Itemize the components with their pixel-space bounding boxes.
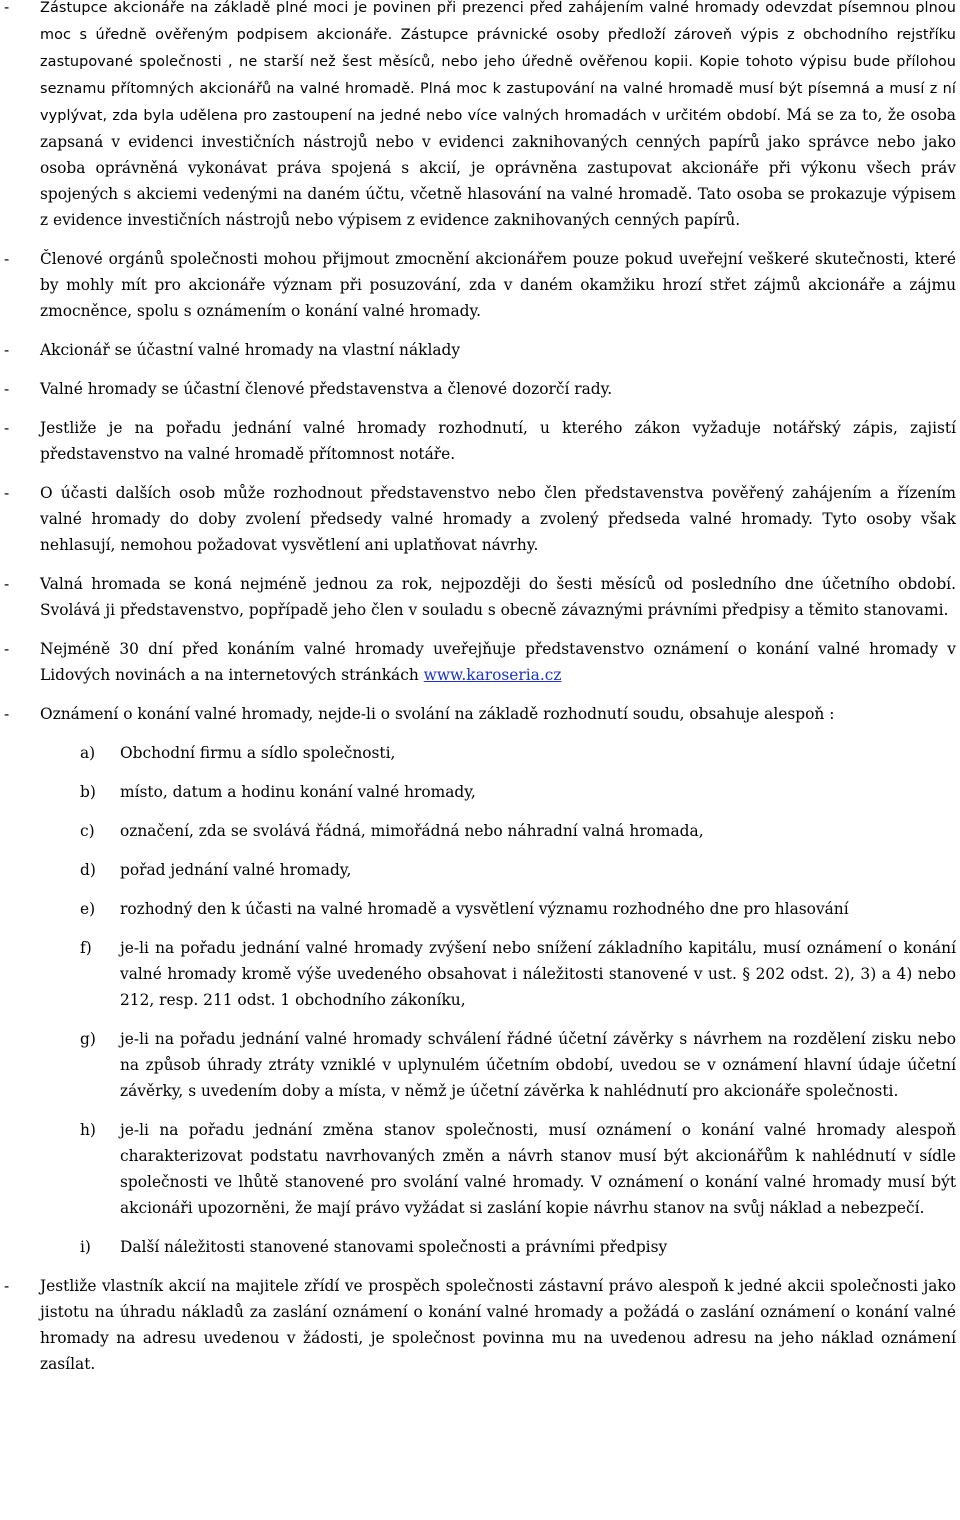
paragraph-publication [0, 636, 960, 688]
bullet-dash: - [4, 1277, 10, 1295]
list-item-label: c) [80, 822, 95, 840]
website-link[interactable]: www.karoseria.cz [423, 666, 562, 684]
paragraph-notice-contents [0, 701, 960, 727]
list-item-text: je-li na pořadu jednání změna stanov společnosti, musí oznámení o konání valné hromady alespoň charakterizovat podstatu navrhovaných změn a návrh stanov musí být akcionářům k nahlédnutí v sídle společnosti ve lhůtě stanovené pro svolání valné hromady. V oznámení o konání valné hromady musí být akcionáři upozorněni, že mají právo vyžádat si zaslání kopie návrhu stanov na svůj náklad a nebezpečí. [120, 1121, 956, 1217]
list-item-text: označení, zda se svolává řádná, mimořádná nebo náhradní valná hromada, [120, 822, 704, 840]
list-item-text: je-li na pořadu jednání valné hromady schválení řádné účetní závěrky s návrhem na rozdělení zisku nebo na způsob úhrady ztráty vzniklé v uplynulém účetním období, uvedou se v oznámení hlavní údaje účetní závěrky, s uvedením doby a místa, v němž je účetní závěrka k nahlédnutí pro akcionáře společnosti. [120, 1030, 956, 1100]
list-item [0, 1117, 960, 1221]
list-item-text: rozhodný den k účasti na valné hromadě a vysvětlení významu rozhodného dne pro hlasování [120, 900, 849, 918]
paragraph-text: Oznámení o konání valné hromady, nejde-li o svolání na základě rozhodnutí soudu, obsahuje alespoň : [40, 705, 835, 723]
list-item-text: Obchodní firmu a sídlo společnosti, [120, 744, 396, 762]
paragraph-proxy-representation [0, 0, 960, 233]
paragraph-text-sans: Zástupce akcionáře na základě plné moci je povinen při prezenci před zahájením valné hromady odevzdat písemnou plnou moc s úředně ověřeným podpisem akcionáře. Zástupce právnické osoby předloží zároveň výpis z obchodního rejstříku zastupované společnosti , ne starší než šest měsíců, nebo jeho úředně ověřenou kopii. Kopie tohoto výpisu bude přílohou seznamu přítomných akcionářů na valné hromadě. Plná moc k zastupování na valné hromadě musí být písemná a musí z ní vyplývat, zda byla udělena pro zastoupení na jedné nebo více valných hromadách v určitém období. [40, 0, 956, 124]
paragraph-own-costs [0, 337, 960, 363]
list-item [0, 857, 960, 883]
list-item-text: Další náležitosti stanovené stanovami společnosti a právními předpisy [120, 1238, 668, 1256]
paragraph-text: Jestliže je na pořadu jednání valné hromady rozhodnutí, u kterého zákon vyžaduje notářský zápis, zajistí představenstvo na valné hromadě přítomnost notáře. [40, 419, 956, 463]
paragraph-text: Valná hromada se koná nejméně jednou za rok, nejpozději do šesti měsíců od posledního dne účetního období. Svolává ji představenstvo, popřípadě jeho člen v souladu s obecně závaznými právními předpisy a těmito stanovami. [40, 575, 956, 619]
list-item-label: a) [80, 744, 96, 762]
list-item-label: g) [80, 1030, 96, 1048]
paragraph-pledge [0, 1273, 960, 1377]
paragraph-annual-meeting [0, 571, 960, 623]
list-item [0, 896, 960, 922]
paragraph-board-attendance [0, 376, 960, 402]
paragraph-text: Jestliže vlastník akcií na majitele zřídí ve prospěch společnosti zástavní právo alespoň k jedné akcii společnosti jako jistotu na úhradu nákladů za zaslání oznámení o konání valné hromady a požádá o zaslání oznámení o konání valné hromady na adresu uvedenou v žádosti, je společnost povinna mu na uvedenou adresu na jeho náklad oznámení zasílat. [40, 1277, 956, 1373]
bullet-dash: - [4, 250, 10, 268]
paragraph-text: Má se za to, že osoba zapsaná v evidenci investičních nástrojů nebo v evidenci zaknihovaných cenných papírů jako správce nebo jako osoba oprávněná vykonávat práva spojená s akcií, je oprávněna zastupovat akcionáře při výkonu všech práv spojených s akciemi vedenými na daném účtu, včetně hlasování na valné hromadě. Tato osoba se prokazuje výpisem z evidence investičních nástrojů nebo výpisem z evidence zaknihovaných cenných papírů. [40, 106, 956, 229]
list-item [0, 779, 960, 805]
bullet-dash: - [4, 380, 10, 398]
list-item [0, 935, 960, 1013]
paragraph-text: Nejméně 30 dní před konáním valné hromady uveřejňuje představenstvo oznámení o konání valné hromady v Lidových novinách a na internetových stránkách [40, 640, 956, 684]
list-item [0, 1026, 960, 1104]
bullet-dash: - [4, 640, 10, 658]
paragraph-text: O účasti dalších osob může rozhodnout představenstvo nebo člen představenstva pověřený zahájením a řízením valné hromady do doby zvolení předsedy valné hromady a zvolený předseda valné hromady. Tyto osoby však nehlasují, nemohou požadovat vysvětlení ani uplatňovat návrhy. [40, 484, 956, 554]
paragraph-text: Valné hromady se účastní členové představenstva a členové dozorčí rady. [40, 380, 613, 398]
bullet-dash: - [4, 705, 10, 723]
list-item-label: i) [80, 1238, 91, 1256]
bullet-dash: - [4, 419, 10, 437]
paragraph-other-persons [0, 480, 960, 558]
list-item [0, 740, 960, 766]
bullet-dash: - [4, 341, 10, 359]
list-item-text: je-li na pořadu jednání valné hromady zvýšení nebo snížení základního kapitálu, musí oznámení o konání valné hromady kromě výše uvedeného obsahovat i náležitosti stanovené v ust. § 202 odst. 2), 3) a 4) nebo 212, resp. 211 odst. 1 obchodního zákoníku, [120, 939, 956, 1009]
paragraph-notary [0, 415, 960, 467]
paragraph-conflict-of-interest [0, 246, 960, 324]
list-item [0, 818, 960, 844]
list-item-label: e) [80, 900, 96, 918]
list-item-label: d) [80, 861, 96, 879]
list-item-label: h) [80, 1121, 96, 1139]
list-item-text: místo, datum a hodinu konání valné hromady, [120, 783, 476, 801]
bullet-dash: - [4, 0, 10, 16]
list-item [0, 1234, 960, 1260]
bullet-dash: - [4, 575, 10, 593]
paragraph-text: Akcionář se účastní valné hromady na vlastní náklady [40, 341, 461, 359]
list-item-text: pořad jednání valné hromady, [120, 861, 352, 879]
list-item-label: b) [80, 783, 96, 801]
bullet-dash: - [4, 484, 10, 502]
list-item-label: f) [80, 939, 92, 957]
paragraph-text: Členové orgánů společnosti mohou přijmout zmocnění akcionářem pouze pokud uveřejní veškeré skutečnosti, které by mohly mít pro akcionáře význam při posuzování, zda v daném okamžiku hrozí střet zájmů akcionáře a zájmu zmocněnce, spolu s oznámením o konání valné hromady. [40, 250, 956, 320]
